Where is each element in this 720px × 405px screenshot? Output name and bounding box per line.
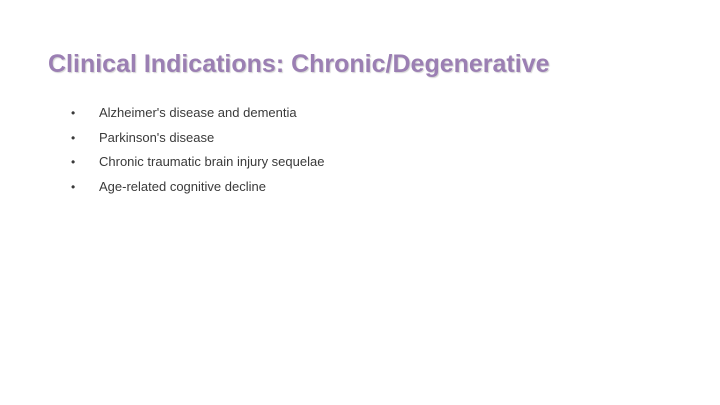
bullet-icon: • — [71, 179, 76, 194]
slide-title: Clinical Indications: Chronic/Degenerative — [48, 50, 550, 78]
bullet-icon: • — [71, 130, 76, 145]
bullet-icon: • — [71, 106, 76, 120]
bullet-text: Parkinson's disease — [99, 129, 215, 145]
bullet-icon: • — [71, 155, 76, 169]
bullet-text: Age-related cognitive decline — [99, 178, 266, 194]
bullet-text: Chronic traumatic brain injury sequelae — [99, 154, 325, 169]
bullet-text: Alzheimer's disease and dementia — [99, 105, 297, 120]
